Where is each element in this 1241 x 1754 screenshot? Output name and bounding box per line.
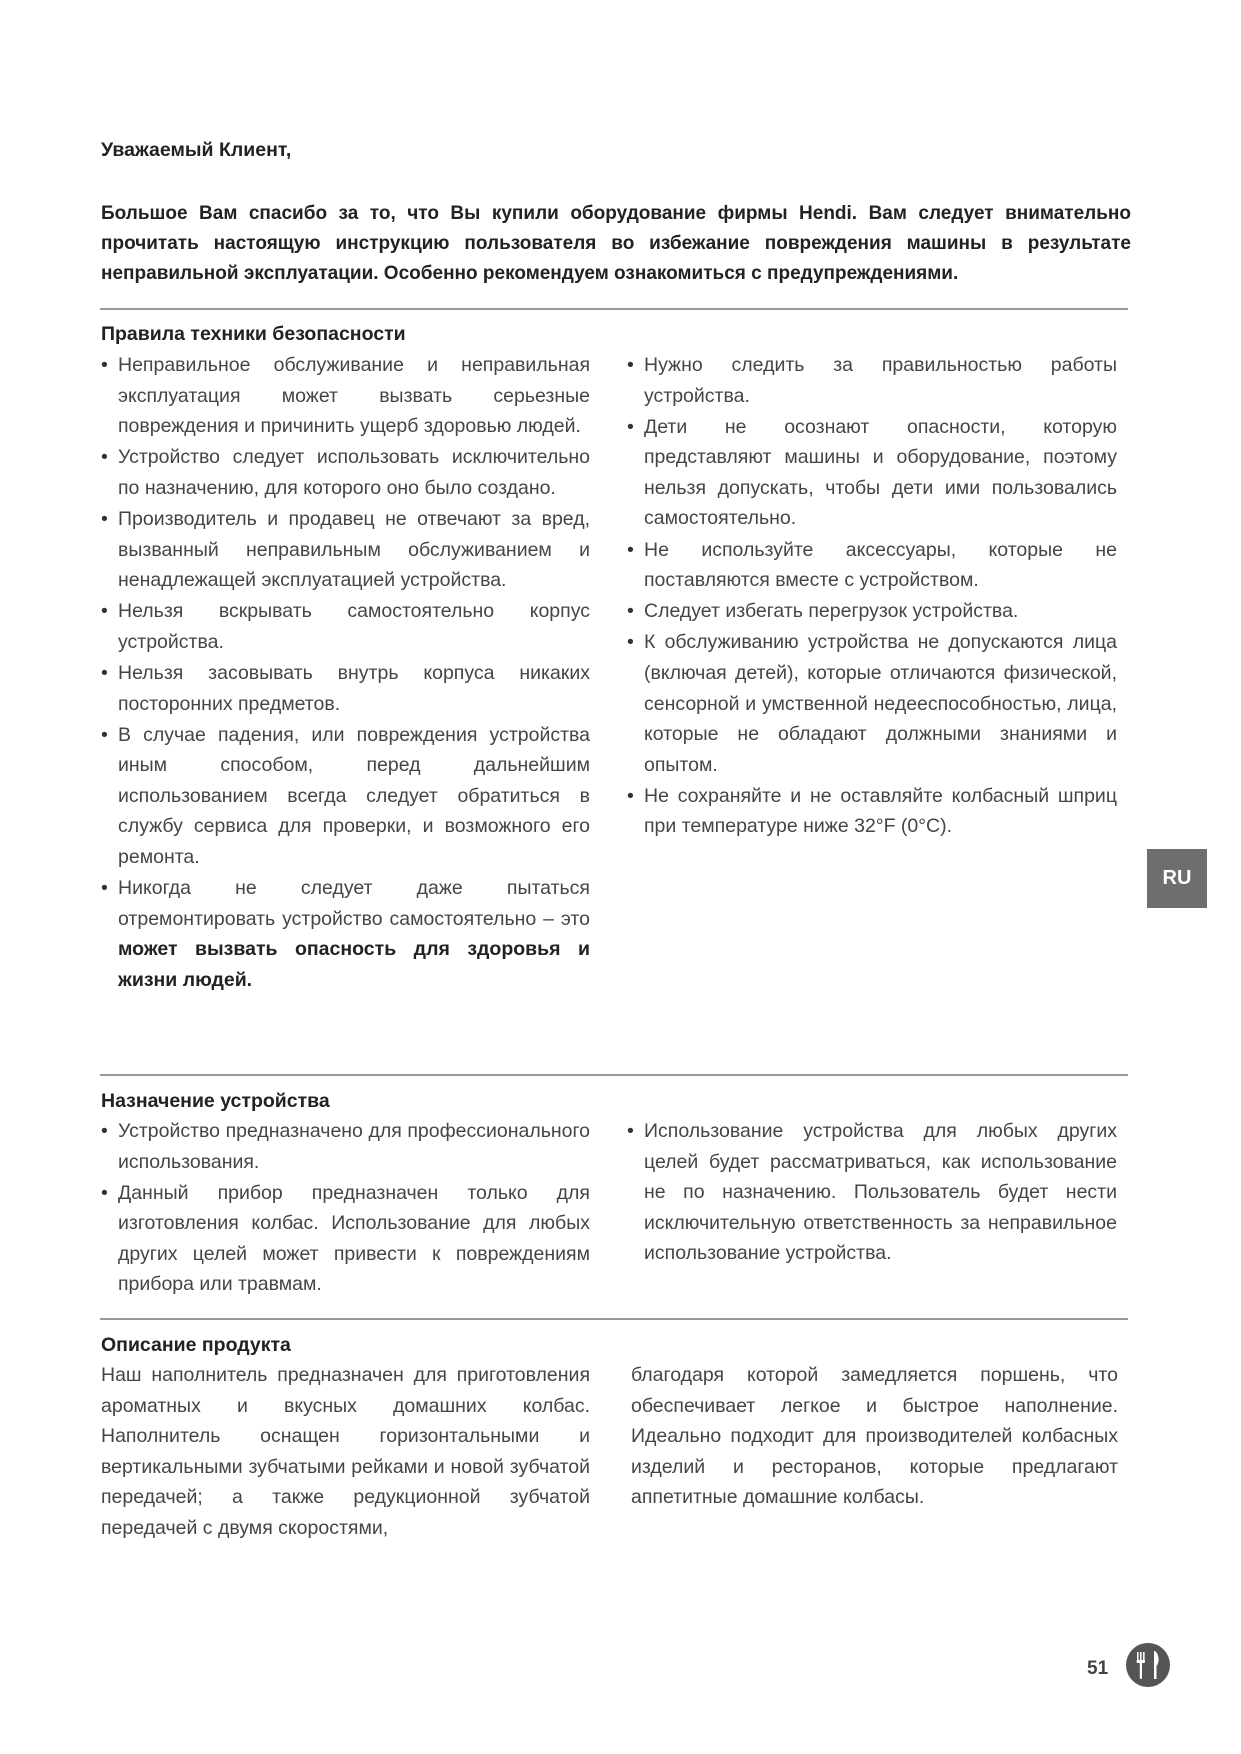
- bullet-icon: •: [101, 1120, 108, 1142]
- bullet-icon: •: [627, 600, 634, 623]
- safety-list-right: [627, 350, 1117, 843]
- list-item: • Данный прибор предназначен только для изготовления колбас. Использование для любых других целей может привести к повреждениям прибора или травмам.: [101, 1178, 590, 1300]
- bullet-icon: •: [627, 538, 634, 561]
- warning-emphasis: может вызвать опасность для здоровья и жизни людей.: [118, 938, 590, 991]
- list-item: • Дети не осознают опасности, которую представляют машины и оборудование, поэтому нельзя допускать, чтобы дети ими пользовались самостоятельно.: [627, 412, 1117, 534]
- intro-paragraph: Большое Вам спасибо за то, что Вы купили оборудование фирмы Hendi. Вам следует внимательно прочитать настоящую инструкцию пользователя во избежание повреждения машины в результате неправильной эксплуатации. Особенно рекомендуем ознакомиться с предупреждениями.: [101, 203, 1131, 284]
- language-tab: RU: [1147, 849, 1207, 908]
- bullet-icon: •: [101, 1181, 108, 1204]
- page-number: 51: [1087, 1658, 1109, 1679]
- list-item: • Производитель и продавец не отвечают за вред, вызванный неправильным обслуживанием и ненадлежащей эксплуатацией устройства.: [101, 504, 590, 596]
- cutlery-icon: [1125, 1642, 1171, 1688]
- list-item: • Нужно следить за правильностью работы устройства.: [627, 350, 1117, 411]
- list-item: • К обслуживанию устройства не допускаются лица (включая детей), которые отличаются физической, сенсорной и умственной недееспособностью, лица, которые не обладают должными знаниями и опытом.: [627, 627, 1117, 780]
- list-item: • Не используйте аксессуары, которые не поставляются вместе с устройством.: [627, 535, 1117, 596]
- section-title-description: Описание продукта: [101, 1334, 291, 1356]
- bullet-icon: •: [627, 1120, 634, 1142]
- divider: [100, 1318, 1128, 1320]
- list-item: • Никогда не следует даже пытаться отремонтировать устройство самостоятельно – это может вызвать опасность для здоровья и жизни людей.: [101, 873, 590, 995]
- bullet-icon: •: [627, 354, 634, 376]
- bullet-icon: •: [101, 507, 108, 530]
- list-item: • В случае падения, или повреждения устройства иным способом, перед дальнейшим использованием всегда следует обратиться в службу сервиса для проверки, и возможного его ремонта.: [101, 720, 590, 873]
- divider: [100, 308, 1128, 310]
- bullet-icon: •: [101, 446, 108, 469]
- list-item: • Нельзя вскрывать самостоятельно корпус устройства.: [101, 596, 590, 657]
- description-paragraph-right: благодаря которой замедляется поршень, что обеспечивает легкое и быстрое наполнение. Идеально подходит для производителей колбасных изделий и ресторанов, которые предлагают аппетитные домашние колбасы.: [631, 1364, 1118, 1509]
- bullet-icon: •: [101, 661, 108, 684]
- greeting: Уважаемый Клиент,: [101, 139, 292, 161]
- list-item: • Использование устройства для любых других целей будет рассматриваться, как использование не по назначению. Пользователь будет нести исключительную ответственность за неправильное использование устройства.: [627, 1116, 1117, 1269]
- section-title-safety: Правила техники безопасности: [101, 323, 406, 345]
- divider: [100, 1074, 1128, 1076]
- list-item: • Следует избегать перегрузок устройства.: [627, 596, 1117, 627]
- description-paragraph-left: Наш наполнитель предназначен для приготовления ароматных и вкусных домашних колбас. Наполнитель оснащен горизонтальными и вертикальными зубчатыми рейками и новой зубчатой передачей; а также редукционной зубчатой передачей с двумя скоростями,: [101, 1364, 590, 1539]
- bullet-icon: •: [101, 877, 108, 900]
- safety-list-left: [101, 350, 590, 996]
- list-item: • Неправильное обслуживание и неправильная эксплуатация может вызвать серьезные повреждения и причинить ущерб здоровью людей.: [101, 350, 590, 442]
- bullet-icon: •: [627, 415, 634, 438]
- list-item: • Устройство предназначено для профессионального использования.: [101, 1116, 590, 1177]
- purpose-list-right: [627, 1116, 1117, 1269]
- list-item: • Не сохраняйте и не оставляйте колбасный шприц при температуре ниже 32°F (0°C).: [627, 781, 1117, 842]
- purpose-list-left: [101, 1116, 590, 1301]
- bullet-icon: •: [627, 631, 634, 654]
- bullet-icon: •: [627, 784, 634, 807]
- list-item: • Нельзя засовывать внутрь корпуса никаких посторонних предметов.: [101, 658, 590, 719]
- bullet-icon: •: [101, 723, 108, 746]
- section-title-purpose: Назначение устройства: [101, 1090, 330, 1112]
- list-item: • Устройство следует использовать исключительно по назначению, для которого оно было создано.: [101, 442, 590, 503]
- bullet-icon: •: [101, 354, 108, 376]
- bullet-icon: •: [101, 600, 108, 623]
